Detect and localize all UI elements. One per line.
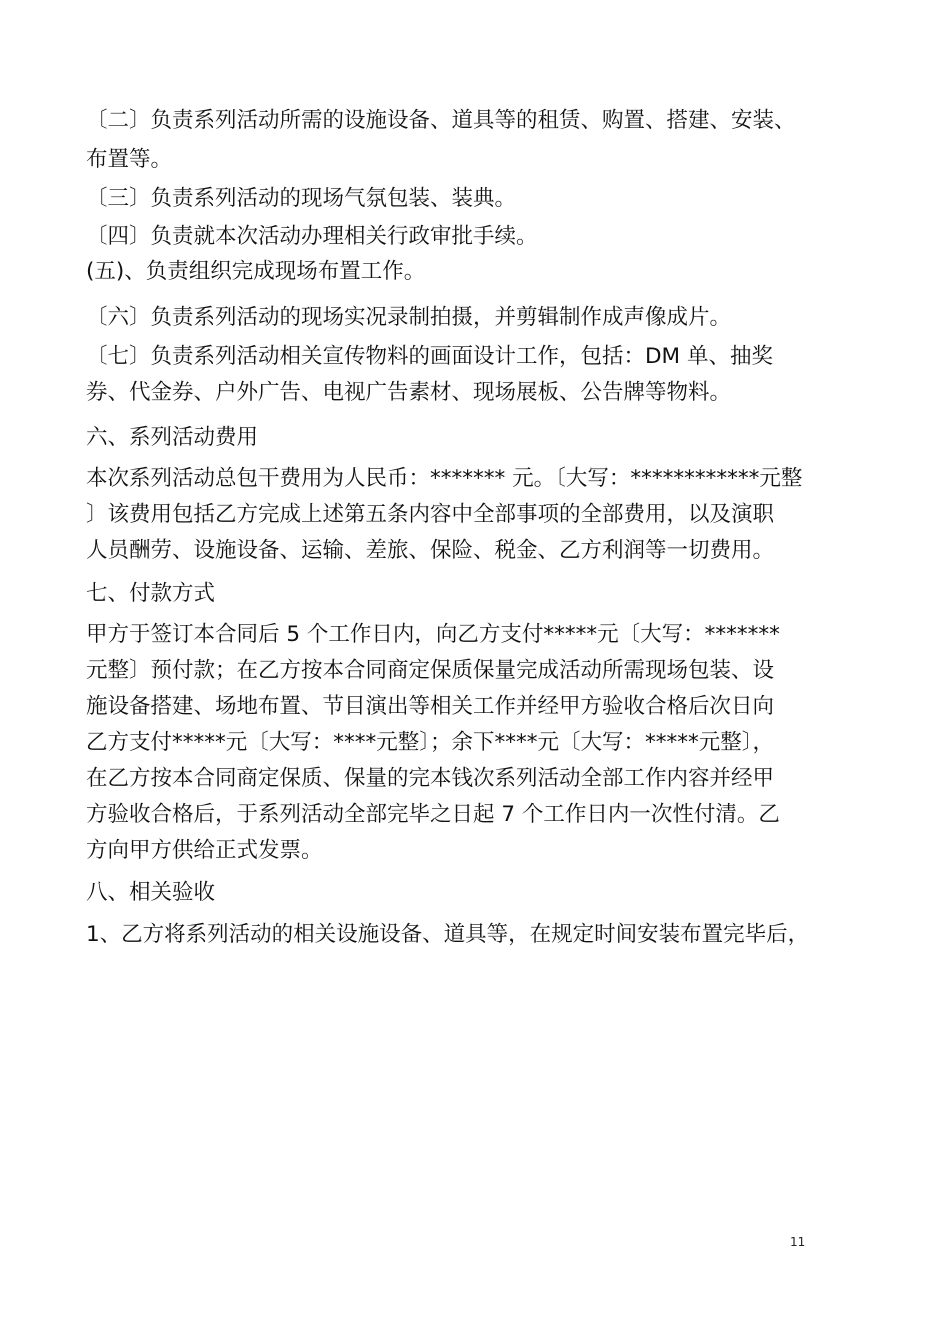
text-line: 券、代金券、户外广告、电视广告素材、现场展板、公告牌等物料。 — [86, 380, 732, 405]
text-line: 〔三〕负责系列活动的现场气氛包装、装典。 — [86, 186, 517, 211]
text-line: 〔七〕负责系列活动相关宣传物料的画面设计工作，包括：DM 单、抽奖 — [86, 344, 773, 369]
section-heading: 七、付款方式 — [86, 581, 216, 606]
section-heading: 八、相关验收 — [86, 880, 216, 905]
text-line: 在乙方按本合同商定保质、保量的完本钱次系列活动全部工作内容并经甲 — [86, 766, 775, 791]
text-line: 人员酬劳、设施设备、运输、差旅、保险、税金、乙方利润等一切费用。 — [86, 538, 775, 563]
text-line: 本次系列活动总包干费用为人民币：******* 元。〔大写：************元整 — [86, 466, 803, 491]
text-line: 〔二〕负责系列活动所需的设施设备、道具等的租赁、购置、搭建、安装、 — [86, 108, 796, 133]
text-line: 〕该费用包括乙方完成上述第五条内容中全部事项的全部费用，以及演职 — [86, 502, 775, 527]
text-line: (五)、负责组织完成现场布置工作。 — [86, 259, 426, 284]
text-line: 〔六〕负责系列活动的现场实况录制拍摄，并剪辑制作成声像成片。 — [86, 305, 732, 330]
text-line: 〔四〕负责就本次活动办理相关行政审批手续。 — [86, 224, 538, 249]
text-line: 甲方于签订本合同后 5 个工作日内，向乙方支付*****元〔大写：******* — [86, 622, 780, 647]
text-line: 1、乙方将系列活动的相关设施设备、道具等，在规定时间安装布置完毕后， — [86, 922, 810, 947]
text-line: 方向甲方供给正式发票。 — [86, 838, 323, 863]
text-line: 元整〕预付款；在乙方按本合同商定保质保量完成活动所需现场包装、设 — [86, 658, 775, 683]
section-heading: 六、系列活动费用 — [86, 425, 259, 450]
text-line: 布置等。 — [86, 147, 173, 172]
text-line: 方验收合格后，于系列活动全部完毕之日起 7 个工作日内一次性付清。乙 — [86, 802, 780, 827]
text-line: 乙方支付*****元〔大写：****元整〕；余下****元〔大写：*****元整〕， — [86, 730, 775, 755]
text-line: 施设备搭建、场地布置、节目演出等相关工作并经甲方验收合格后次日向 — [86, 694, 775, 719]
page-number: 11 — [790, 1235, 806, 1249]
